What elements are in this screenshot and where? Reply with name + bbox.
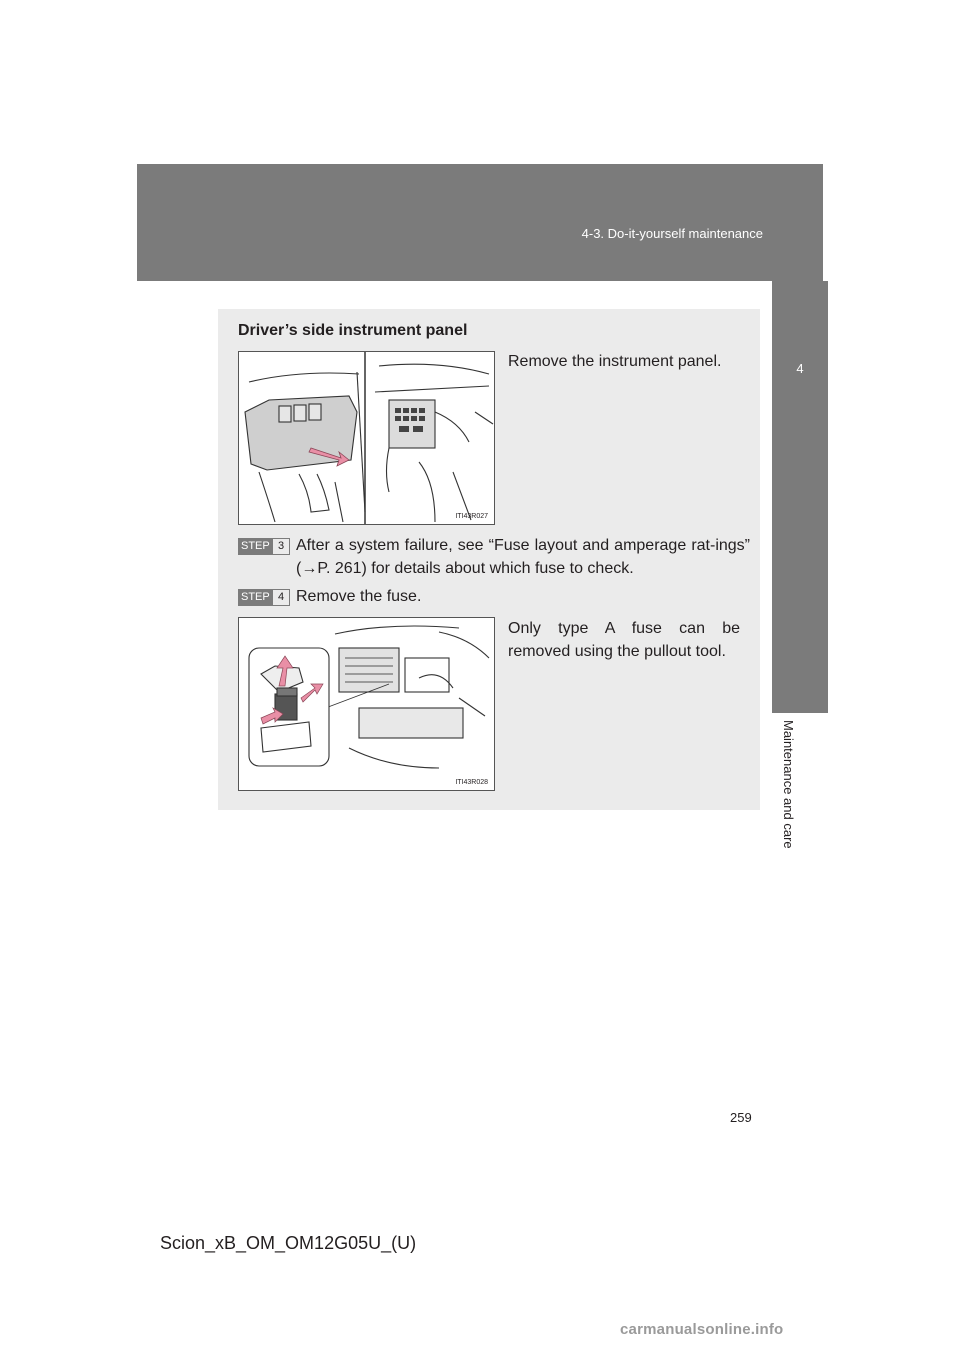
fuse-removal-figure [238,617,495,791]
watermark: carmanualsonline.info [620,1321,784,1338]
document-code: Scion_xB_OM_OM12G05U_(U) [160,1233,417,1253]
chapter-number: 4 [796,361,804,376]
figure-code: ITI43R027 [455,513,488,520]
step-badge-label: STEP [241,540,270,552]
step-badge [238,589,290,606]
instrument-panel-figure [238,351,495,525]
section-title: 4-3. Do-it-yourself maintenance [581,226,763,241]
header-band [137,164,823,281]
fuse-pullout-illustration [239,618,495,791]
figure-code: ITI43R028 [455,779,488,786]
panel-heading: Driver’s side instrument panel [238,322,468,339]
step-text: After a system failure, see “Fuse layout and amperage rat-ings” (→P. 261) for details about which fuse to check. [296,537,750,577]
chapter-label-wrap [781,720,808,870]
step-badge [238,538,290,555]
instrument-panel-removal-illustration [239,352,495,525]
step-number: 3 [273,539,289,554]
step-text: Remove the fuse. [296,588,422,605]
step-number: 4 [273,590,289,605]
chapter-label: Maintenance and care [781,720,796,849]
page-number: 259 [730,1110,752,1125]
chapter-tab [772,281,828,713]
step-note: Remove the instrument panel. [508,353,722,370]
fuse-note: Only type A fuse can be removed using the pullout tool. [508,620,740,660]
content-panel [218,309,760,810]
step-badge-label: STEP [241,591,270,603]
